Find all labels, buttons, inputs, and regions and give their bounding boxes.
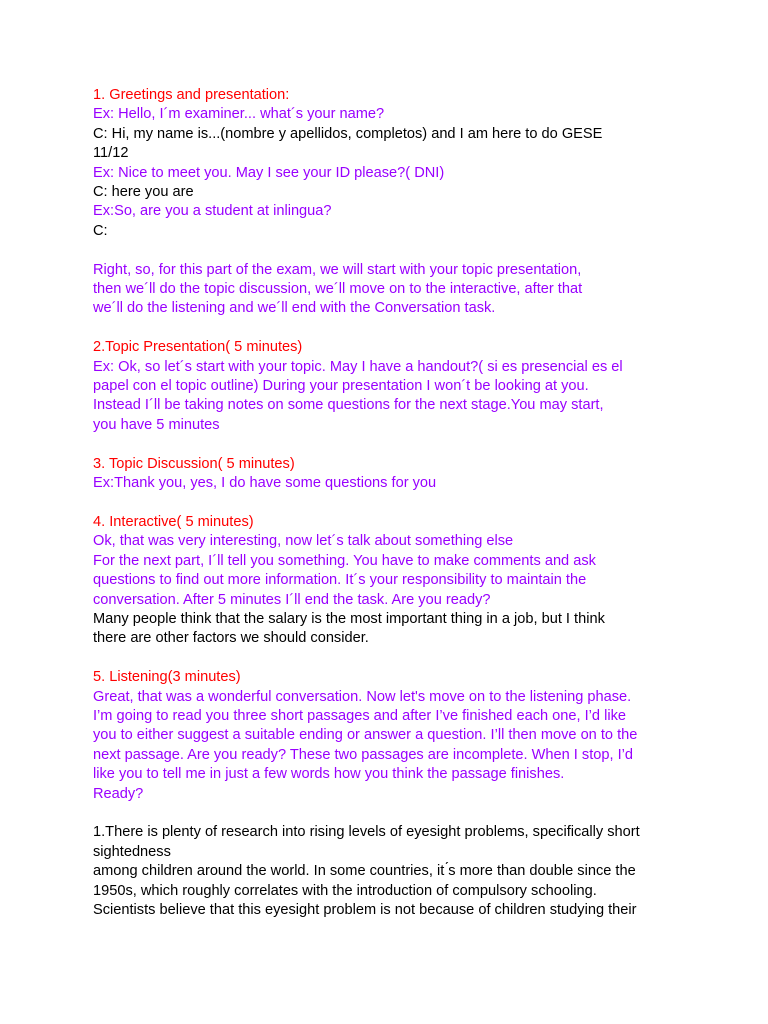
text-line: Great, that was a wonderful conversation. Now let's move on to the listening phase. — [93, 688, 632, 705]
blank-line — [93, 435, 683, 454]
text-line: 11/12 — [93, 145, 129, 162]
text-line: 2.Topic Presentation( 5 minutes) — [93, 339, 303, 356]
text-line: Ok, that was very interesting, now let´s talk about something else — [93, 533, 514, 550]
text-line: you to either suggest a suitable ending or answer a question. I’ll then move on to the — [93, 727, 638, 744]
text-line: conversation. After 5 minutes I´ll end the task. Are you ready? — [93, 591, 491, 608]
text-line: C: here you are — [93, 184, 194, 201]
text-line: 4. Interactive( 5 minutes) — [93, 513, 254, 530]
text-line: you have 5 minutes — [93, 416, 220, 433]
text-line: Ex:Thank you, yes, I do have some questions for you — [93, 475, 437, 492]
blank-line — [93, 241, 683, 260]
text-line: Ex: Hello, I´m examiner... what´s your name? — [93, 106, 385, 123]
blank-line — [93, 319, 683, 338]
text-line: C: Hi, my name is...(nombre y apellidos, completos) and I am here to do GESE — [93, 125, 603, 142]
text-line: 1950s, which roughly correlates with the introduction of compulsory schooling. — [93, 882, 597, 899]
text-line: we´ll do the listening and we´ll end with the Conversation task. — [93, 300, 496, 317]
text-line: 3. Topic Discussion( 5 minutes) — [93, 455, 295, 472]
text-line: next passage. Are you ready? These two passages are incomplete. When I stop, I’d — [93, 746, 634, 763]
text-line: sightedness — [93, 843, 171, 860]
text-line: questions to find out more information. It´s your responsibility to maintain the — [93, 572, 587, 589]
text-line: For the next part, I´ll tell you something. You have to make comments and ask — [93, 552, 596, 569]
text-line: Ex: Ok, so let´s start with your topic. May I have a handout?( si es presencial es el — [93, 358, 623, 375]
text-line: like you to tell me in just a few words how you think the passage finishes. — [93, 766, 565, 783]
text-line: Scientists believe that this eyesight problem is not because of children studying their — [93, 901, 637, 918]
text-line: Many people think that the salary is the most important thing in a job, but I think — [93, 610, 605, 627]
blank-line — [93, 493, 683, 512]
text-line: 1. Greetings and presentation: — [93, 87, 290, 103]
text-line: papel con el topic outline) During your presentation I won´t be looking at you. — [93, 378, 589, 395]
text-line: C: — [93, 222, 108, 239]
text-line: there are other factors we should consider. — [93, 630, 369, 647]
text-line: Ex: Nice to meet you. May I see your ID please?( DNI) — [93, 164, 445, 181]
text-line: Instead I´ll be taking notes on some questions for the next stage.You may start, — [93, 397, 604, 414]
text-line: among children around the world. In some countries, it ́s more than double since the — [93, 863, 636, 880]
text-line: Right, so, for this part of the exam, we will start with your topic presentation, — [93, 261, 582, 278]
text-line: 1.There is plenty of research into rising levels of eyesight problems, specifically short — [93, 824, 640, 841]
text-line: 5. Listening(3 minutes) — [93, 669, 241, 686]
text-line: Ex:So, are you a student at inlingua? — [93, 203, 332, 220]
document-body — [93, 86, 683, 920]
blank-line — [93, 649, 683, 668]
text-line: Ready? — [93, 785, 144, 802]
text-line: then we´ll do the topic discussion, we´ll move on to the interactive, after that — [93, 281, 583, 298]
blank-line — [93, 804, 683, 823]
text-line: I’m going to read you three short passages and after I’ve finished each one, I’d like — [93, 707, 626, 724]
